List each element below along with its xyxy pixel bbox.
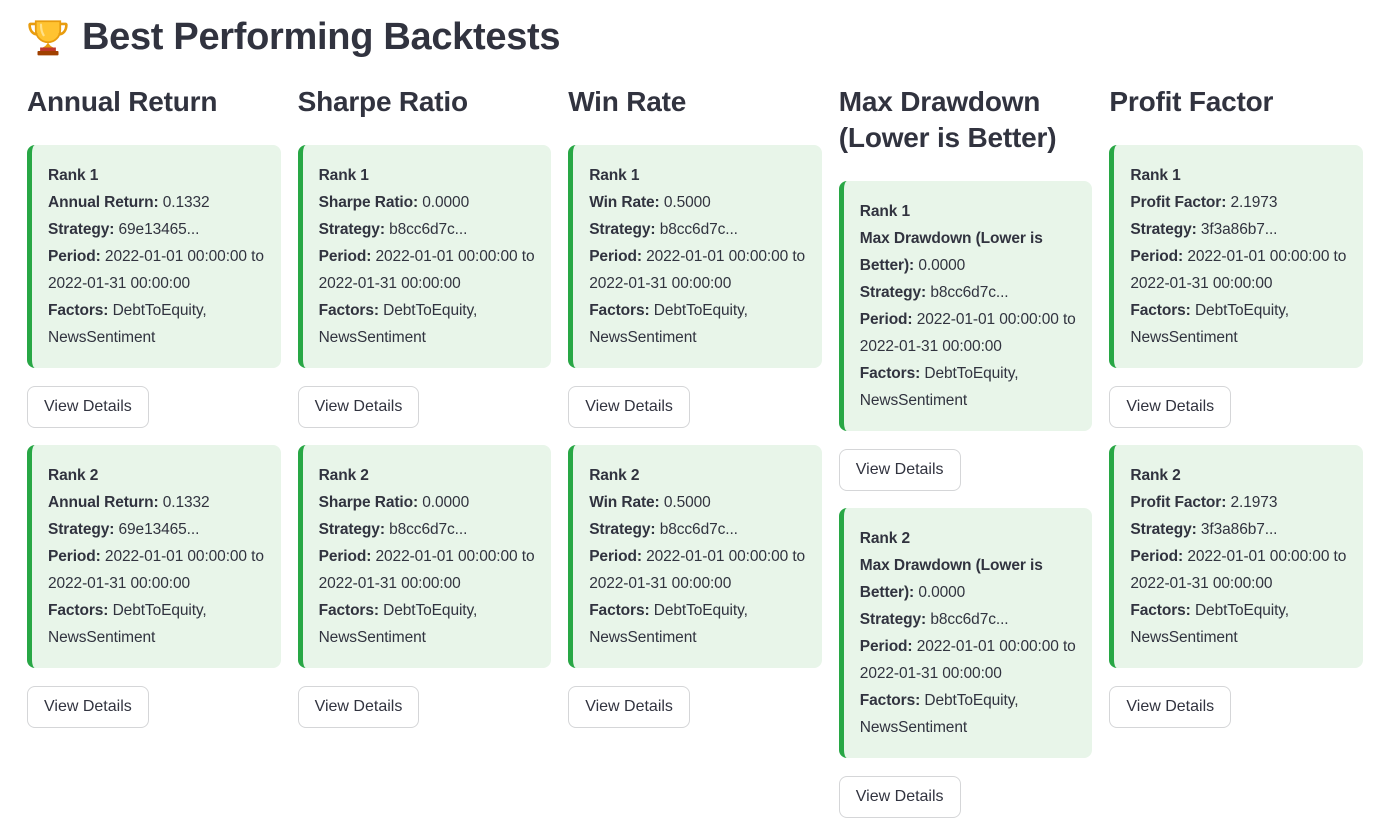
view-details-button[interactable]: View Details	[1109, 386, 1231, 428]
metric-line: Win Rate: 0.5000	[589, 194, 711, 211]
strategy-line: Strategy: b8cc6d7c...	[859, 611, 1009, 628]
period-line: Period: 2022-01-01 00:00:00 to 2022-01-31 00:00:00	[859, 638, 1076, 682]
metric-line: Annual Return: 0.1332	[48, 194, 210, 211]
metric-line: Max Drawdown (Lower is Better): 0.0000	[859, 230, 1043, 274]
page-title	[0, 12, 1377, 62]
period-line: Period: 2022-01-01 00:00:00 to 2022-01-31 00:00:00	[318, 548, 535, 592]
period-line: Period: 2022-01-01 00:00:00 to 2022-01-31 00:00:00	[48, 548, 264, 592]
view-details-button[interactable]: View Details	[298, 386, 420, 428]
strategy-line: Strategy: b8cc6d7c...	[589, 221, 738, 238]
column-win-rate	[568, 84, 822, 745]
factors-line: Factors: DebtToEquity, NewsSentiment	[1130, 602, 1290, 646]
rank-line: Rank 1	[859, 203, 911, 220]
period-line: Period: 2022-01-01 00:00:00 to 2022-01-31 00:00:00	[589, 248, 806, 292]
strategy-line: Strategy: 3f3a86b7...	[1130, 221, 1278, 238]
strategy-line: Strategy: 69e13465...	[48, 221, 200, 238]
trophy-icon	[27, 16, 69, 58]
metric-line: Profit Factor: 2.1973	[1130, 494, 1278, 511]
backtest-card-rank1	[27, 145, 281, 368]
backtest-card-rank1	[568, 145, 822, 368]
rank-line: Rank 1	[318, 167, 369, 184]
backtest-card-rank2	[27, 445, 281, 668]
backtest-card-rank2	[298, 445, 552, 668]
column-profit-factor	[1109, 84, 1363, 745]
view-details-button[interactable]: View Details	[839, 449, 961, 491]
strategy-line: Strategy: b8cc6d7c...	[318, 521, 468, 538]
view-details-button[interactable]: View Details	[568, 386, 690, 428]
view-details-button[interactable]: View Details	[568, 686, 690, 728]
backtest-card-rank1	[298, 145, 552, 368]
column-header: Max Drawdown (Lower is Better)	[838, 86, 1057, 153]
metrics-grid	[0, 84, 1377, 835]
strategy-line: Strategy: b8cc6d7c...	[589, 521, 738, 538]
column-annual-return	[27, 84, 281, 745]
factors-line: Factors: DebtToEquity, NewsSentiment	[318, 602, 478, 646]
rank-line: Rank 2	[589, 467, 640, 484]
rank-line: Rank 1	[589, 167, 640, 184]
factors-line: Factors: DebtToEquity, NewsSentiment	[589, 302, 748, 346]
backtest-card-rank2	[1109, 445, 1363, 668]
backtest-card-rank1	[1109, 145, 1363, 368]
strategy-line: Strategy: 69e13465...	[48, 521, 200, 538]
metric-line: Sharpe Ratio: 0.0000	[318, 494, 470, 511]
period-line: Period: 2022-01-01 00:00:00 to 2022-01-31 00:00:00	[318, 248, 535, 292]
metric-line: Win Rate: 0.5000	[589, 494, 711, 511]
metric-line: Max Drawdown (Lower is Better): 0.0000	[859, 557, 1043, 601]
view-details-button[interactable]: View Details	[1109, 686, 1231, 728]
rank-line: Rank 2	[318, 467, 369, 484]
metric-line: Sharpe Ratio: 0.0000	[318, 194, 470, 211]
period-line: Period: 2022-01-01 00:00:00 to 2022-01-31 00:00:00	[1130, 248, 1347, 292]
strategy-line: Strategy: 3f3a86b7...	[1130, 521, 1278, 538]
factors-line: Factors: DebtToEquity, NewsSentiment	[1130, 302, 1290, 346]
rank-line: Rank 1	[48, 167, 99, 184]
column-header: Win Rate	[568, 86, 687, 117]
rank-line: Rank 2	[859, 530, 911, 547]
metric-line: Annual Return: 0.1332	[48, 494, 210, 511]
strategy-line: Strategy: b8cc6d7c...	[859, 284, 1009, 301]
backtest-card-rank2	[568, 445, 822, 668]
column-header: Profit Factor	[1109, 86, 1274, 117]
rank-line: Rank 2	[1130, 467, 1181, 484]
column-sharpe-ratio	[298, 84, 552, 745]
view-details-button[interactable]: View Details	[839, 776, 961, 818]
factors-line: Factors: DebtToEquity, NewsSentiment	[859, 692, 1019, 736]
metric-line: Profit Factor: 2.1973	[1130, 194, 1278, 211]
backtest-card-rank2	[839, 508, 1093, 758]
factors-line: Factors: DebtToEquity, NewsSentiment	[48, 602, 207, 646]
period-line: Period: 2022-01-01 00:00:00 to 2022-01-31 00:00:00	[589, 548, 806, 592]
rank-line: Rank 1	[1130, 167, 1181, 184]
factors-line: Factors: DebtToEquity, NewsSentiment	[589, 602, 748, 646]
factors-line: Factors: DebtToEquity, NewsSentiment	[48, 302, 207, 346]
column-header: Annual Return	[27, 86, 218, 117]
factors-line: Factors: DebtToEquity, NewsSentiment	[859, 365, 1019, 409]
view-details-button[interactable]: View Details	[27, 386, 149, 428]
page-title-text: Best Performing Backtests	[82, 16, 561, 58]
period-line: Period: 2022-01-01 00:00:00 to 2022-01-31 00:00:00	[1130, 548, 1347, 592]
backtest-card-rank1	[839, 181, 1093, 431]
period-line: Period: 2022-01-01 00:00:00 to 2022-01-31 00:00:00	[859, 311, 1076, 355]
period-line: Period: 2022-01-01 00:00:00 to 2022-01-31 00:00:00	[48, 248, 264, 292]
rank-line: Rank 2	[48, 467, 99, 484]
column-max-drawdown	[839, 84, 1093, 835]
column-header: Sharpe Ratio	[297, 86, 468, 117]
view-details-button[interactable]: View Details	[298, 686, 420, 728]
factors-line: Factors: DebtToEquity, NewsSentiment	[318, 302, 478, 346]
view-details-button[interactable]: View Details	[27, 686, 149, 728]
strategy-line: Strategy: b8cc6d7c...	[318, 221, 468, 238]
